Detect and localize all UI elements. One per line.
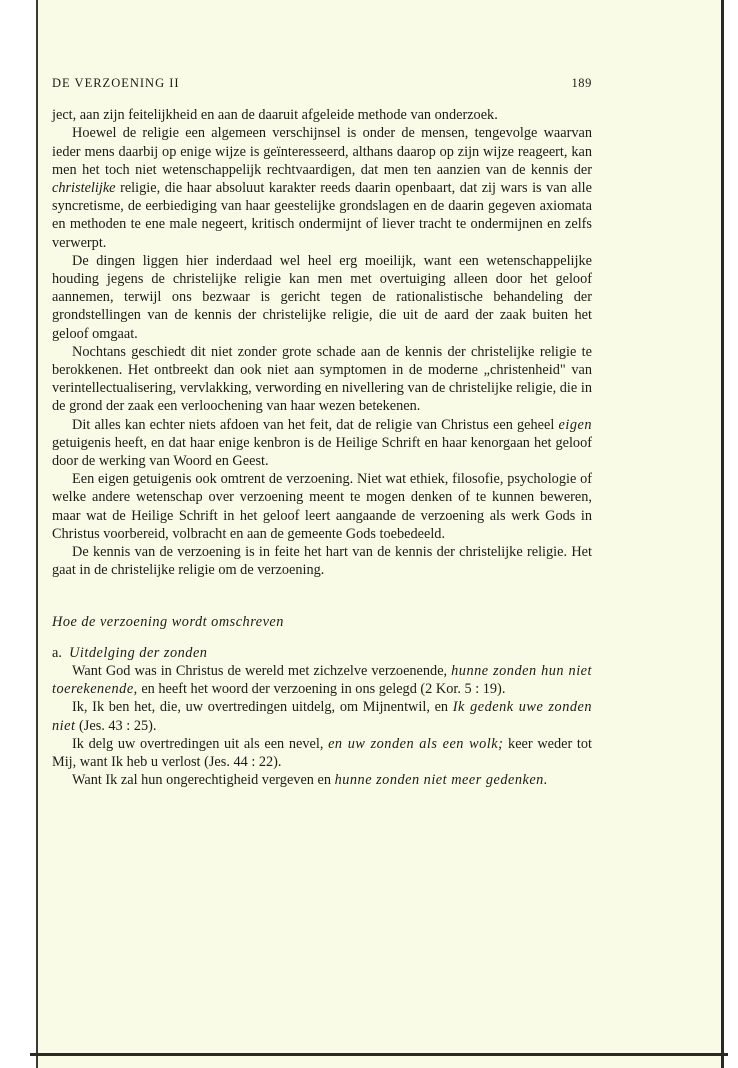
- quote-1: [52, 662, 592, 698]
- subsection-heading: [52, 644, 592, 662]
- quote-3-text-a: Ik delg uw overtredingen uit als een nevel,: [72, 735, 329, 752]
- quote-4: [52, 771, 592, 789]
- paragraph-6: Een eigen getuigenis ook omtrent de verzoening. Niet wat ethiek, filosofie, psychologie of welke andere wetenschap over verzoening meent te mogen denken of te kunnen beweren, maar wat de Heilige Schrift in het geloof leert aangaande de verzoening als werk Gods in Christus voorbereid, volbracht en aan de gemeente Gods toebedeeld.: [52, 471, 592, 542]
- subsection-title: Uitdelging der zonden: [69, 644, 208, 661]
- quote-1-text-a: Want God was in Christus de wereld met zichzelve verzoenende,: [72, 662, 452, 679]
- quote-4-italic: hunne zonden niet meer gedenken.: [334, 772, 548, 789]
- running-title: DE VERZOENING II: [52, 76, 180, 90]
- quote-1-text-b: en heeft het woord der verzoening in ons gelegd (2 Kor. 5 : 19).: [137, 681, 506, 698]
- bottom-edge-rule: [30, 1053, 728, 1056]
- page-number: 189: [571, 76, 592, 90]
- paragraph-2-text-b: religie, die haar absoluut karakter reeds daarin openbaart, dat zij wars is van alle syncretisme, de eerbiediging van haar geestelijke grondslagen en de daarin gegeven axiomata en methoden te ene male negeert, kritisch ondermijnt of liever tracht te ondermijnen en zelfs verwerpt.: [52, 180, 592, 251]
- quote-2-italic: Ik gedenk uwe zonden niet: [52, 699, 592, 734]
- subsection-letter: a.: [52, 644, 62, 661]
- quote-3: [52, 735, 592, 771]
- quote-2-text-a: Ik, Ik ben het, die, uw overtredingen uitdelg, om Mijnentwil, en: [72, 699, 453, 716]
- paragraph-7: De kennis van de verzoening is in feite het hart van de kennis der christelijke religie. Het gaat in de christelijke religie om de verzoening.: [52, 544, 592, 579]
- quote-4-text-a: Want Ik zal hun ongerechtigheid vergeven en: [72, 772, 335, 789]
- quote-1-italic: hunne zonden hun niet toerekenende,: [52, 662, 592, 698]
- paragraph-1: ject, aan zijn feitelijkheid en aan de daaruit afgeleide methode van onderzoek.: [52, 107, 498, 124]
- quote-2-text-b: (Jes. 43 : 25).: [75, 717, 157, 734]
- running-header: [52, 74, 592, 92]
- paragraph-2: [52, 124, 592, 251]
- section-heading: Hoe de verzoening wordt omschreven: [52, 614, 284, 631]
- paragraph-3: De dingen liggen hier inderdaad wel heel erg moeilijk, want een wetenschappelijke houding jegens de christelijke religie kan men met overtuiging alleen door het geloof aannemen, terwijl ons bezwaar is gericht tegen de rationalistische behandeling der grondstellingen van de kennis der christelijke religie, die uit de aard der zaak buiten het geloof omgaat.: [52, 252, 592, 342]
- paragraph-2-text-a: Hoewel de religie een algemeen verschijnsel is onder de mensen, tengevolge waarvan ieder mens daarbij op enige wijze is geïnteresseerd, althans daarop op zijn wijze reageert, kan men het toch niet wetenschappelijk rechtvaardigen, dat men ten aanzien van de kennis der: [52, 125, 592, 178]
- paragraph-5-text-a: Dit alles kan echter niets afdoen van het feit, dat de religie van Christus een geheel: [72, 416, 559, 433]
- paragraph-4: Nochtans geschiedt dit niet zonder grote schade aan de kennis der christelijke religie te berokkenen. Het ontbreekt dan ook niet aan symptomen in de moderne „christenheid" van verintellectualisering, vervlakking, verwording en nivellering van de christelijke religie, die in de grond der zaak een verloochening van haar wezen betekenen.: [52, 343, 592, 415]
- paragraph-5-italic: eigen: [558, 416, 592, 433]
- page-content: [52, 74, 592, 789]
- paragraph-2-italic: christelijke: [52, 180, 116, 197]
- quote-3-text-b: keer weder tot Mij, want Ik heb u verlost (Jes. 44 : 22).: [52, 735, 593, 770]
- paragraph-5-text-b: getuigenis heeft, en dat haar enige kenbron is de Heilige Schrift en haar kenorgaan het geloof door de werking van Woord en Geest.: [52, 434, 592, 470]
- quote-2: [52, 698, 592, 734]
- paragraph-5: [52, 416, 592, 471]
- quote-3-italic: en uw zonden als een wolk;: [328, 735, 504, 752]
